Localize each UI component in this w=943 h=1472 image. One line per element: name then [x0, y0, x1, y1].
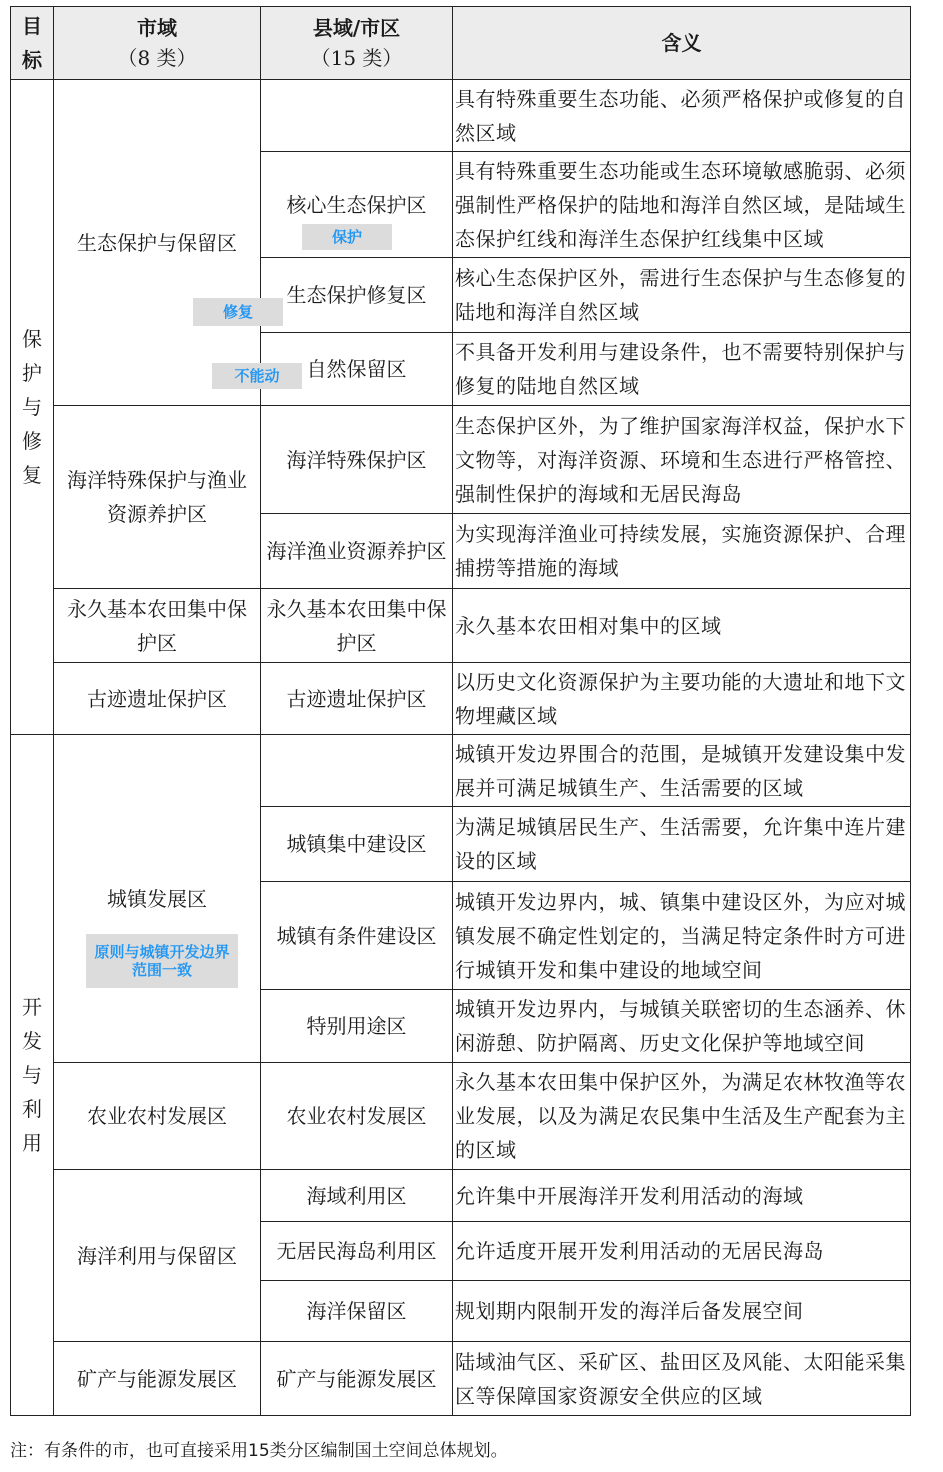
- meaning-cell: 以历史文化资源保护为主要功能的大遗址和地下文物埋藏区域: [453, 663, 911, 735]
- meaning-cell: 规划期内限制开发的海洋后备发展空间: [453, 1281, 911, 1342]
- meaning-cell: 为实现海洋渔业可持续发展，实施资源保护、合理捕捞等措施的海域: [453, 514, 911, 589]
- county-cell: 城镇集中建设区: [261, 807, 453, 882]
- table-row: [11, 735, 911, 807]
- county-cell: 永久基本农田集中保护区: [261, 589, 453, 663]
- meaning-cell: 生态保护区外，为了维护国家海洋权益，保护水下文物等，对海洋资源、环境和生态进行严格管控、强制性保护的海域和无居民海岛: [453, 406, 911, 514]
- meaning-cell: 允许适度开展开发利用活动的无居民海岛: [453, 1222, 911, 1281]
- footnote: 注：有条件的市，也可直接采用15类分区编制国土空间总体规划。: [10, 1441, 508, 1461]
- meaning-cell: 城镇开发边界围合的范围，是城镇开发建设集中发展并可满足城镇生产、生活需要的区域: [453, 735, 911, 807]
- city-cell: 农业农村发展区: [54, 1063, 261, 1170]
- meaning-cell: 永久基本农田集中保护区外，为满足农林牧渔等农业发展，以及为满足农民集中生活及生产配套为主的区域: [453, 1063, 911, 1170]
- city-cell: 古迹遗址保护区: [54, 663, 261, 735]
- county-cell: 特别用途区: [261, 990, 453, 1063]
- meaning-cell: 为满足城镇居民生产、生活需要，允许集中连片建设的区域: [453, 807, 911, 882]
- annotation-restore-tag: 修复: [193, 298, 283, 326]
- table-row: [11, 1063, 911, 1170]
- county-cell: 海域利用区: [261, 1170, 453, 1222]
- zoning-table: [10, 6, 911, 1416]
- county-cell: [261, 735, 453, 807]
- annotation-urban-boundary-tag: 原则与城镇开发边界范围一致: [86, 934, 238, 988]
- city-cell: 生态保护与保留区: [54, 80, 261, 406]
- city-cell: 海洋特殊保护与渔业资源养护区: [54, 406, 261, 589]
- table-row: [11, 406, 911, 514]
- goal-develop: 开发与利用: [11, 735, 54, 1416]
- header-county-count: （15 类）: [310, 46, 403, 70]
- meaning-cell: 城镇开发边界内，与城镇关联密切的生态涵养、休闲游憩、防护隔离、历史文化保护等地域空间: [453, 990, 911, 1063]
- table-row: [11, 1170, 911, 1222]
- county-cell: 生态保护修复区: [261, 258, 453, 333]
- meaning-cell: 城镇开发边界内，城、镇集中建设区外，为应对城镇发展不确定性划定的，当满足特定条件时方可进行城镇开发和集中建设的地域空间: [453, 882, 911, 990]
- county-cell: 自然保留区: [261, 333, 453, 406]
- table-row: [11, 80, 911, 152]
- city-cell: 海洋利用与保留区: [54, 1170, 261, 1342]
- county-cell: 海洋渔业资源养护区: [261, 514, 453, 589]
- city-cell: 城镇发展区: [54, 735, 261, 1063]
- meaning-cell: 永久基本农田相对集中的区域: [453, 589, 911, 663]
- county-cell: 海洋特殊保护区: [261, 406, 453, 514]
- table-row: [11, 1342, 911, 1416]
- county-cell: 城镇有条件建设区: [261, 882, 453, 990]
- city-cell: 矿产与能源发展区: [54, 1342, 261, 1416]
- table-row: [11, 589, 911, 663]
- table-header-row: [11, 7, 911, 80]
- county-cell: 古迹遗址保护区: [261, 663, 453, 735]
- county-cell: 海洋保留区: [261, 1281, 453, 1342]
- county-cell: 农业农村发展区: [261, 1063, 453, 1170]
- meaning-cell: 核心生态保护区外，需进行生态保护与生态修复的陆地和海洋自然区域: [453, 258, 911, 333]
- annotation-immovable-tag: 不能动: [212, 363, 302, 389]
- city-cell: 永久基本农田集中保护区: [54, 589, 261, 663]
- header-city-count: （8 类）: [117, 46, 197, 70]
- meaning-cell: 不具备开发利用与建设条件，也不需要特别保护与修复的陆地自然区域: [453, 333, 911, 406]
- header-meaning: 含义: [453, 7, 911, 80]
- county-cell: 矿产与能源发展区: [261, 1342, 453, 1416]
- table-row: [11, 663, 911, 735]
- county-cell: 核心生态保护区: [261, 152, 453, 258]
- goal-protect: 保护与修复: [11, 80, 54, 735]
- header-city: 市域 （8 类）: [54, 7, 261, 80]
- header-goal: 目标: [11, 7, 54, 80]
- annotation-protect-tag: 保护: [302, 224, 392, 250]
- meaning-cell: 具有特殊重要生态功能或生态环境敏感脆弱、必须强制性严格保护的陆地和海洋自然区域，是陆域生态保护红线和海洋生态保护红线集中区域: [453, 152, 911, 258]
- meaning-cell: 陆域油气区、采矿区、盐田区及风能、太阳能采集区等保障国家资源安全供应的区域: [453, 1342, 911, 1416]
- meaning-cell: 具有特殊重要生态功能、必须严格保护或修复的自然区域: [453, 80, 911, 152]
- county-cell: [261, 80, 453, 152]
- county-cell: 无居民海岛利用区: [261, 1222, 453, 1281]
- meaning-cell: 允许集中开展海洋开发利用活动的海域: [453, 1170, 911, 1222]
- header-county: 县域/市区 （15 类）: [261, 7, 453, 80]
